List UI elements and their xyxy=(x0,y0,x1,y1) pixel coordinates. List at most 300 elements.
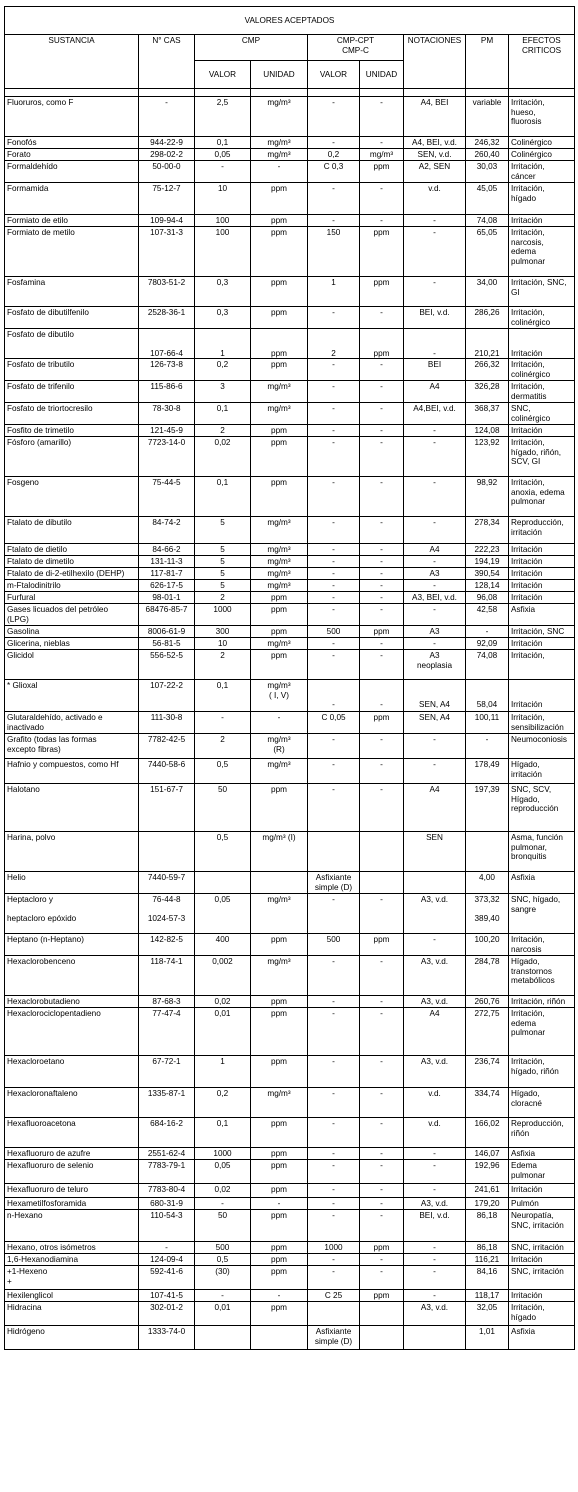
cell-efectos: Irritación xyxy=(509,1184,575,1198)
cell-cpt-unidad: - xyxy=(360,437,404,477)
cell-cpt-unidad: - xyxy=(360,137,404,149)
cell-notaciones: SEN, A4 xyxy=(404,712,466,734)
cell-cpt-valor: - xyxy=(308,638,360,650)
cell-cas: 107-22-2 xyxy=(139,680,195,712)
cell-pm: 84,16 xyxy=(466,1266,509,1290)
cell-cmp-unidad: ppm xyxy=(251,592,308,604)
table-row xyxy=(5,1254,575,1266)
cell-cmp-valor: 0,2 xyxy=(195,359,251,381)
cell-efectos: Pulmón xyxy=(509,1198,575,1210)
cell-cpt-valor: - xyxy=(308,1008,360,1056)
cell-pm: 166,02 xyxy=(466,1118,509,1148)
gap-cell xyxy=(195,89,251,97)
cell-cpt-unidad: - xyxy=(360,650,404,680)
cell-cmp-unidad: mg/m³ xyxy=(251,1088,308,1118)
cell-pm: 178,49 xyxy=(466,759,509,784)
cell-cas: 109-94-4 xyxy=(139,215,195,227)
cell-cpt-unidad: - xyxy=(360,759,404,784)
cell-notaciones: A4, BEI xyxy=(404,97,466,137)
cell-efectos: Asfixia xyxy=(509,604,575,626)
table-row xyxy=(5,1008,575,1056)
cell-cmp-unidad: mg/m³ ( I, V) xyxy=(251,680,308,712)
table-sheet xyxy=(4,6,574,1350)
cell-cmp-unidad: mg/m³ xyxy=(251,149,308,161)
cell-notaciones: A4, BEI, v.d. xyxy=(404,137,466,149)
cell-cmp-valor: 0,05 xyxy=(195,149,251,161)
table-row xyxy=(5,1056,575,1088)
header-pm: PM xyxy=(466,35,509,89)
cell-cmp-unidad: mg/m³ xyxy=(251,517,308,544)
cell-cmp-unidad: mg/m³ xyxy=(251,580,308,592)
cell-cas: 87-68-3 xyxy=(139,996,195,1008)
cell-cmp-unidad: mg/m³ xyxy=(251,97,308,137)
cell-notaciones: - xyxy=(404,425,466,437)
cell-cas: 592-41-6 xyxy=(139,1266,195,1290)
cell-pm: - xyxy=(466,734,509,759)
cell-cas: 68476-85-7 xyxy=(139,604,195,626)
cell-cmp-unidad: ppm xyxy=(251,437,308,477)
cell-notaciones: - xyxy=(404,1254,466,1266)
cell-cas: 7723-14-0 xyxy=(139,437,195,477)
cell-notaciones: - xyxy=(404,329,466,359)
cell-cpt-valor: 2 xyxy=(308,329,360,359)
cell-sustancia: +1-Hexeno + xyxy=(5,1266,139,1290)
table-row xyxy=(5,712,575,734)
cell-pm: 278,34 xyxy=(466,517,509,544)
cell-cpt-unidad: - xyxy=(360,784,404,832)
cell-sustancia: Gases licuados del petróleo (LPG) xyxy=(5,604,139,626)
cell-pm: 246,32 xyxy=(466,137,509,149)
cell-cmp-valor: 0,02 xyxy=(195,996,251,1008)
cell-notaciones: A3, v.d. xyxy=(404,894,466,934)
cell-cmp-unidad: mg/m³ (R) xyxy=(251,734,308,759)
cell-notaciones: - xyxy=(404,580,466,592)
cell-cmp-unidad: - xyxy=(251,1290,308,1302)
cell-cas: 110-54-3 xyxy=(139,1210,195,1242)
cell-cas: 302-01-2 xyxy=(139,1302,195,1326)
cell-sustancia: Fosgeno xyxy=(5,477,139,517)
cell-cmp-unidad: - xyxy=(251,161,308,183)
cell-sustancia: Glutaraldehído, activado e inactivado xyxy=(5,712,139,734)
cell-efectos: Irritación, hueso, fluorosis xyxy=(509,97,575,137)
cell-cas: - xyxy=(139,1242,195,1254)
cell-cpt-valor: 1000 xyxy=(308,1242,360,1254)
cell-efectos: Hígado, cloracné xyxy=(509,1088,575,1118)
cell-sustancia: Fosfato de dibutilo xyxy=(5,329,139,359)
cell-efectos: Irritación, hígado xyxy=(509,1302,575,1326)
table-row xyxy=(5,832,575,872)
cell-efectos: Irritación xyxy=(509,680,575,712)
cell-cmp-unidad: ppm xyxy=(251,1254,308,1266)
cell-efectos: Irritación xyxy=(509,329,575,359)
cell-efectos: SNC, colinérgico xyxy=(509,403,575,425)
cell-cmp-valor: 2,5 xyxy=(195,97,251,137)
cell-cpt-valor: - xyxy=(308,425,360,437)
cell-pm: 98,92 xyxy=(466,477,509,517)
cell-sustancia: Formiato de metilo xyxy=(5,227,139,277)
cell-cmp-unidad: ppm xyxy=(251,1210,308,1242)
cell-cmp-valor: 0,05 xyxy=(195,1160,251,1184)
cell-cpt-unidad: - xyxy=(360,680,404,712)
table-row xyxy=(5,1210,575,1242)
cell-cpt-unidad: - xyxy=(360,183,404,215)
cell-sustancia: Hexaclorobutadieno xyxy=(5,996,139,1008)
cell-efectos: Irritación xyxy=(509,215,575,227)
table-row xyxy=(5,477,575,517)
cell-notaciones: - xyxy=(404,437,466,477)
cell-cpt-valor: - xyxy=(308,359,360,381)
cell-cpt-unidad: - xyxy=(360,996,404,1008)
cell-cmp-valor: 0,02 xyxy=(195,1184,251,1198)
cell-pm: 266,32 xyxy=(466,359,509,381)
cell-cpt-valor: - xyxy=(308,1148,360,1160)
cell-pm: 272,75 xyxy=(466,1008,509,1056)
cell-cmp-unidad: ppm xyxy=(251,1008,308,1056)
cell-cpt-valor: - xyxy=(308,307,360,329)
cell-cmp-valor: 2 xyxy=(195,734,251,759)
cell-cpt-valor: - xyxy=(308,556,360,568)
cell-pm: 4,00 xyxy=(466,872,509,894)
cell-cpt-unidad xyxy=(360,1326,404,1350)
cell-cmp-valor: 50 xyxy=(195,1210,251,1242)
cell-cpt-valor: Asfixiante simple (D) xyxy=(308,1326,360,1350)
cell-cas: 2551-62-4 xyxy=(139,1148,195,1160)
cell-efectos: Irritación, sensibilización xyxy=(509,712,575,734)
cell-notaciones: A3, v.d. xyxy=(404,1198,466,1210)
cell-cpt-unidad: - xyxy=(360,894,404,934)
cell-sustancia: Hidracina xyxy=(5,1302,139,1326)
cell-notaciones: A4 xyxy=(404,784,466,832)
cell-cmp-valor: 500 xyxy=(195,1242,251,1254)
cell-cmp-valor: 400 xyxy=(195,934,251,956)
cell-pm: 118,17 xyxy=(466,1290,509,1302)
table-row xyxy=(5,1242,575,1254)
cell-pm: 124,08 xyxy=(466,425,509,437)
cell-sustancia: Hexafluoruro de selenio xyxy=(5,1160,139,1184)
cell-cmp-unidad: mg/m³ xyxy=(251,556,308,568)
header-sustancia: SUSTANCIA xyxy=(5,35,139,89)
cell-cmp-unidad: ppm xyxy=(251,934,308,956)
cell-cas: 115-86-6 xyxy=(139,381,195,403)
cell-efectos: Irritación, colinérgico xyxy=(509,359,575,381)
cell-cpt-valor: - xyxy=(308,894,360,934)
cell-sustancia: Harina, polvo xyxy=(5,832,139,872)
cell-pm: 86,18 xyxy=(466,1242,509,1254)
cell-cpt-unidad: - xyxy=(360,1210,404,1242)
cell-sustancia: m-Ftalodinitrilo xyxy=(5,580,139,592)
cell-cmp-valor: 1000 xyxy=(195,604,251,626)
table-row xyxy=(5,784,575,832)
cell-notaciones: - xyxy=(404,638,466,650)
cell-sustancia: Fosfamina xyxy=(5,277,139,307)
cell-cmp-valor: 50 xyxy=(195,784,251,832)
cell-cas: 8006-61-9 xyxy=(139,626,195,638)
cell-cpt-unidad: ppm xyxy=(360,1242,404,1254)
gap-cell xyxy=(466,89,509,97)
table-row xyxy=(5,638,575,650)
cell-cpt-unidad: ppm xyxy=(360,1290,404,1302)
cell-pm: 286,26 xyxy=(466,307,509,329)
table-row xyxy=(5,650,575,680)
table-row xyxy=(5,1266,575,1290)
cell-efectos: SNC, hígado, sangre xyxy=(509,894,575,934)
cell-efectos: Irritación, colinérgico xyxy=(509,307,575,329)
cell-cmp-unidad: ppm xyxy=(251,215,308,227)
cell-pm: 284,78 xyxy=(466,956,509,996)
cell-cmp-valor: 0,5 xyxy=(195,759,251,784)
cell-cmp-valor: 0,1 xyxy=(195,1118,251,1148)
cell-cmp-valor: - xyxy=(195,712,251,734)
cell-cpt-unidad: - xyxy=(360,1198,404,1210)
cell-cas: 680-31-9 xyxy=(139,1198,195,1210)
cell-cpt-unidad: - xyxy=(360,1254,404,1266)
cell-efectos: Reproducción, riñón xyxy=(509,1118,575,1148)
cell-cpt-unidad: - xyxy=(360,403,404,425)
cell-cmp-unidad: mg/m³ xyxy=(251,137,308,149)
cell-efectos: SNC, SCV, Hígado, reproducción xyxy=(509,784,575,832)
cell-cmp-unidad: mg/m³ xyxy=(251,759,308,784)
cell-cpt-valor: - xyxy=(308,403,360,425)
cell-notaciones: A3, v.d. xyxy=(404,956,466,996)
table-row xyxy=(5,307,575,329)
cell-notaciones: - xyxy=(404,517,466,544)
cell-notaciones: A3 neoplasia xyxy=(404,650,466,680)
cell-cmp-valor: 0,3 xyxy=(195,277,251,307)
cell-cmp-valor: 0,3 xyxy=(195,307,251,329)
cell-sustancia: Fósforo (amarillo) xyxy=(5,437,139,477)
cell-cas: 84-66-2 xyxy=(139,544,195,556)
cell-cmp-unidad: ppm xyxy=(251,1118,308,1148)
cell-notaciones: - xyxy=(404,215,466,227)
table-row xyxy=(5,137,575,149)
cell-sustancia: Fosfato de trifenilo xyxy=(5,381,139,403)
cell-pm: 222,23 xyxy=(466,544,509,556)
cell-cas: 67-72-1 xyxy=(139,1056,195,1088)
cell-notaciones: BEI, v.d. xyxy=(404,1210,466,1242)
cell-efectos: Irritación, edema pulmonar xyxy=(509,1008,575,1056)
cell-cmp-valor: 5 xyxy=(195,580,251,592)
cell-cmp-unidad: mg/m³ xyxy=(251,544,308,556)
cell-cas: 50-00-0 xyxy=(139,161,195,183)
cell-cmp-valor: 1000 xyxy=(195,1148,251,1160)
cell-cpt-unidad: mg/m³ xyxy=(360,149,404,161)
cell-cmp-unidad: ppm xyxy=(251,1266,308,1290)
cell-cmp-valor: 5 xyxy=(195,544,251,556)
cell-cpt-valor: - xyxy=(308,604,360,626)
cell-efectos: Irritación, xyxy=(509,650,575,680)
cell-cmp-valor: 100 xyxy=(195,215,251,227)
cell-cpt-valor: - xyxy=(308,215,360,227)
cell-cmp-unidad: ppm xyxy=(251,1160,308,1184)
cell-cpt-unidad: - xyxy=(360,1160,404,1184)
gap-cell xyxy=(509,89,575,97)
table-row xyxy=(5,1148,575,1160)
cell-efectos: Irritación xyxy=(509,638,575,650)
cell-pm: 96,08 xyxy=(466,592,509,604)
table-row xyxy=(5,626,575,638)
cell-sustancia: Heptano (n-Heptano) xyxy=(5,934,139,956)
cell-efectos: Irritación xyxy=(509,592,575,604)
cell-cpt-valor: C 0,05 xyxy=(308,712,360,734)
cell-cmp-unidad: mg/m³ xyxy=(251,381,308,403)
cell-cas: 7783-79-1 xyxy=(139,1160,195,1184)
cell-cas: 7440-59-7 xyxy=(139,872,195,894)
cell-efectos: Irritación xyxy=(509,568,575,580)
cell-sustancia: Gasolina xyxy=(5,626,139,638)
cell-pm: 241,61 xyxy=(466,1184,509,1198)
cell-cas: 2528-36-1 xyxy=(139,307,195,329)
cell-notaciones: A3, v.d. xyxy=(404,1056,466,1088)
cell-pm: 128,14 xyxy=(466,580,509,592)
cell-cpt-valor: - xyxy=(308,517,360,544)
cell-cpt-unidad: - xyxy=(360,568,404,580)
values-table xyxy=(4,6,575,1350)
cell-cmp-valor: 0,05 xyxy=(195,894,251,934)
cell-cas: 117-81-7 xyxy=(139,568,195,580)
cell-pm: 116,21 xyxy=(466,1254,509,1266)
cell-cas: 118-74-1 xyxy=(139,956,195,996)
table-row xyxy=(5,956,575,996)
cell-cpt-unidad: - xyxy=(360,956,404,996)
cell-cmp-unidad: ppm xyxy=(251,1184,308,1198)
table-row xyxy=(5,1160,575,1184)
cell-cpt-unidad: ppm xyxy=(360,277,404,307)
cell-cmp-unidad: ppm xyxy=(251,784,308,832)
cell-cmp-valor: 2 xyxy=(195,592,251,604)
cell-notaciones: - xyxy=(404,934,466,956)
cell-efectos: SNC, irritación xyxy=(509,1266,575,1290)
cell-cmp-valor: 10 xyxy=(195,183,251,215)
cell-cmp-valor: 100 xyxy=(195,227,251,277)
cell-efectos: Irritación xyxy=(509,425,575,437)
cell-notaciones: - xyxy=(404,1242,466,1254)
cell-cpt-valor: - xyxy=(308,1056,360,1088)
cell-cmp-valor: 5 xyxy=(195,556,251,568)
cell-efectos: Asfixia xyxy=(509,1326,575,1350)
cell-cpt-valor: - xyxy=(308,996,360,1008)
cell-cas: - xyxy=(139,97,195,137)
cell-pm: 86,18 xyxy=(466,1210,509,1242)
table-row xyxy=(5,1118,575,1148)
gap-cell xyxy=(404,89,466,97)
cell-sustancia: Glicidol xyxy=(5,650,139,680)
cell-cmp-valor: 0,1 xyxy=(195,137,251,149)
cell-efectos: Irritación, SNC, GI xyxy=(509,277,575,307)
cell-cmp-valor: 5 xyxy=(195,568,251,580)
cell-pm: 368,37 xyxy=(466,403,509,425)
table-row xyxy=(5,403,575,425)
cell-notaciones: - xyxy=(404,477,466,517)
cell-cas: 7782-42-5 xyxy=(139,734,195,759)
header-gap-row xyxy=(5,89,575,97)
table-row xyxy=(5,872,575,894)
cell-pm: 65,05 xyxy=(466,227,509,277)
cell-efectos: Irritación, SNC xyxy=(509,626,575,638)
gap-cell xyxy=(360,89,404,97)
header-cas: N° CAS xyxy=(139,35,195,89)
cell-cmp-unidad: ppm xyxy=(251,1148,308,1160)
cell-pm: 197,39 xyxy=(466,784,509,832)
cell-sustancia: Formamida xyxy=(5,183,139,215)
header-cpt-unidad: UNIDAD xyxy=(360,61,404,89)
table-body xyxy=(5,97,575,1350)
cell-cpt-valor: - xyxy=(308,1198,360,1210)
cell-cas: 7803-51-2 xyxy=(139,277,195,307)
cell-cpt-unidad: ppm xyxy=(360,712,404,734)
cell-cas: 556-52-5 xyxy=(139,650,195,680)
cell-pm: 123,92 xyxy=(466,437,509,477)
table-row xyxy=(5,1326,575,1350)
cell-cpt-valor: - xyxy=(308,1184,360,1198)
cell-cmp-valor: 0,5 xyxy=(195,832,251,872)
table-row xyxy=(5,734,575,759)
table-row xyxy=(5,183,575,215)
cell-cas: 7440-58-6 xyxy=(139,759,195,784)
cell-cmp-unidad: mg/m³ xyxy=(251,956,308,996)
cell-cpt-valor: - xyxy=(308,1118,360,1148)
cell-cpt-valor: C 25 xyxy=(308,1290,360,1302)
cell-cpt-unidad: - xyxy=(360,1148,404,1160)
cell-notaciones: A4 xyxy=(404,544,466,556)
gap-cell xyxy=(251,89,308,97)
cell-cmp-unidad: ppm xyxy=(251,227,308,277)
cell-sustancia: Helio xyxy=(5,872,139,894)
cell-notaciones: - xyxy=(404,1184,466,1198)
table-row xyxy=(5,517,575,544)
cell-sustancia: Heptacloro y heptacloro epóxido xyxy=(5,894,139,934)
cell-cas: 944-22-9 xyxy=(139,137,195,149)
cell-pm: 58,04 xyxy=(466,680,509,712)
cell-notaciones: A3 xyxy=(404,568,466,580)
table-row xyxy=(5,437,575,477)
cell-cas: 121-45-9 xyxy=(139,425,195,437)
cell-cas: 298-02-2 xyxy=(139,149,195,161)
cell-cmp-unidad: ppm xyxy=(251,604,308,626)
header-efectos: EFECTOS CRITICOS xyxy=(509,35,575,89)
cell-sustancia: 1,6-Hexanodiamina xyxy=(5,1254,139,1266)
cell-cmp-unidad: ppm xyxy=(251,359,308,381)
cell-sustancia: Hexacloronaftaleno xyxy=(5,1088,139,1118)
cell-notaciones: v.d. xyxy=(404,183,466,215)
cell-pm: 260,76 xyxy=(466,996,509,1008)
cell-cpt-unidad: ppm xyxy=(360,227,404,277)
cell-cpt-unidad xyxy=(360,1302,404,1326)
cell-notaciones: SEN, v.d. xyxy=(404,149,466,161)
cell-cpt-valor: 500 xyxy=(308,934,360,956)
table-row xyxy=(5,556,575,568)
cell-cmp-unidad: ppm xyxy=(251,183,308,215)
cell-notaciones xyxy=(404,1326,466,1350)
cell-cas: 56-81-5 xyxy=(139,638,195,650)
table-row xyxy=(5,329,575,359)
cell-cmp-unidad: mg/m³ xyxy=(251,403,308,425)
cell-cmp-unidad: ppm xyxy=(251,1302,308,1326)
table-row xyxy=(5,680,575,712)
cell-cmp-valor: 10 xyxy=(195,638,251,650)
cell-sustancia: Hexafluoroacetona xyxy=(5,1118,139,1148)
cell-cpt-valor: - xyxy=(308,437,360,477)
cell-cpt-valor: C 0,3 xyxy=(308,161,360,183)
cell-cpt-valor: - xyxy=(308,97,360,137)
cell-cpt-valor: - xyxy=(308,568,360,580)
cell-cpt-valor xyxy=(308,832,360,872)
table-row xyxy=(5,934,575,956)
cell-cas: 76-44-8 1024-57-3 xyxy=(139,894,195,934)
cell-pm: 74,08 xyxy=(466,650,509,680)
cell-efectos: Edema pulmonar xyxy=(509,1160,575,1184)
cell-sustancia: n-Hexano xyxy=(5,1210,139,1242)
cell-cpt-unidad: - xyxy=(360,307,404,329)
